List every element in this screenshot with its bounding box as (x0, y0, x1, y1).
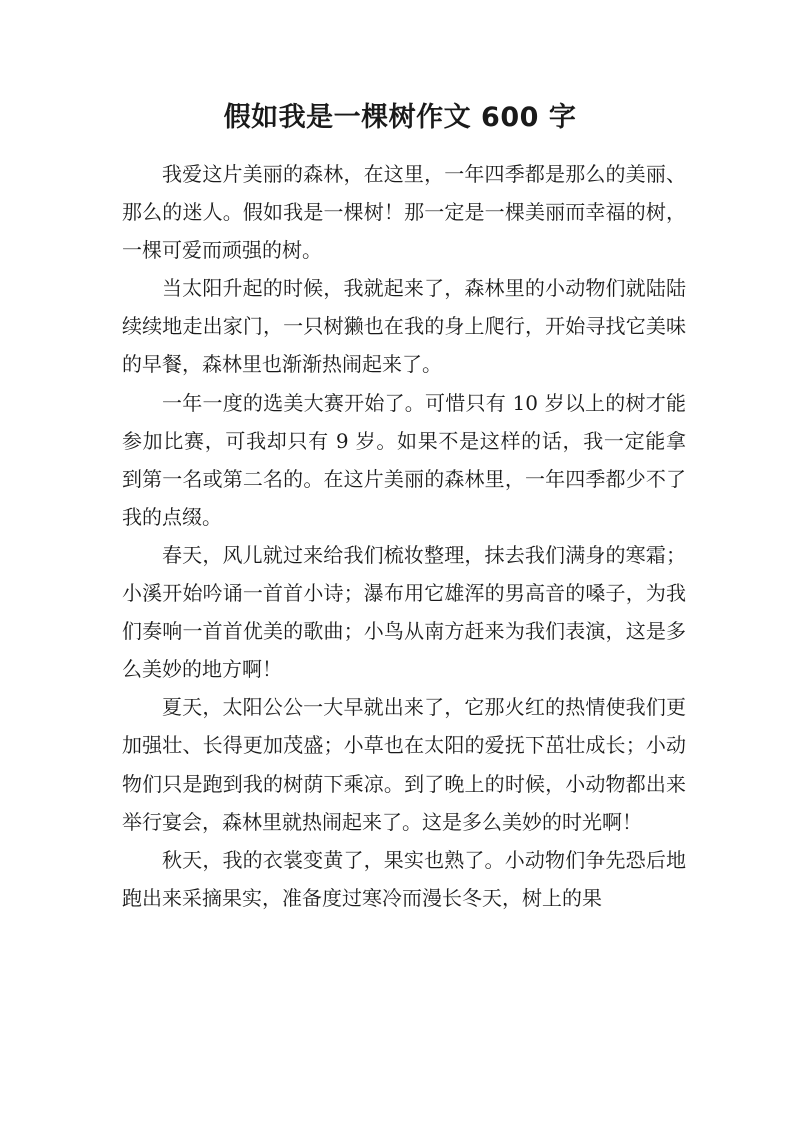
document-body (122, 155, 686, 917)
paragraph: 我爱这片美丽的森林，在这里，一年四季都是那么的美丽、那么的迷人。假如我是一棵树！那一定是一棵美丽而幸福的树，一棵可爱而顽强的树。 (122, 162, 686, 263)
paragraph: 一年一度的选美大赛开始了。可惜只有 10 岁以上的树才能参加比赛，可我却只有 9 岁。如果不是这样的话，我一定能拿到第一名或第二名的。在这片美丽的森林里，一年四季都少不了我的点缀。 (122, 390, 686, 529)
paragraph: 秋天，我的衣裳变黄了，果实也熟了。小动物们争先恐后地跑出来采摘果实，准备度过寒冷而漫长冬天，树上的果 (122, 847, 686, 910)
paragraph: 夏天，太阳公公一大早就出来了，它那火红的热情使我们更加强壮、长得更加茂盛；小草也在太阳的爱抚下茁壮成长；小动物们只是跑到我的树荫下乘凉。到了晚上的时候，小动物都出来举行宴会，森林里就热闹起来了。这是多么美妙的时光啊！ (122, 695, 686, 834)
paragraph: 春天，风儿就过来给我们梳妆整理，抹去我们满身的寒霜；小溪开始吟诵一首首小诗；瀑布用它雄浑的男高音的嗓子，为我们奏响一首首优美的歌曲；小鸟从南方赶来为我们表演，这是多么美妙的地方啊！ (122, 542, 686, 682)
paragraph: 当太阳升起的时候，我就起来了，森林里的小动物们就陆陆续续地走出家门，一只树獭也在我的身上爬行，开始寻找它美味的早餐，森林里也渐渐热闹起来了。 (122, 276, 686, 377)
document-title: 假如我是一棵树作文 600 字 (223, 102, 577, 133)
